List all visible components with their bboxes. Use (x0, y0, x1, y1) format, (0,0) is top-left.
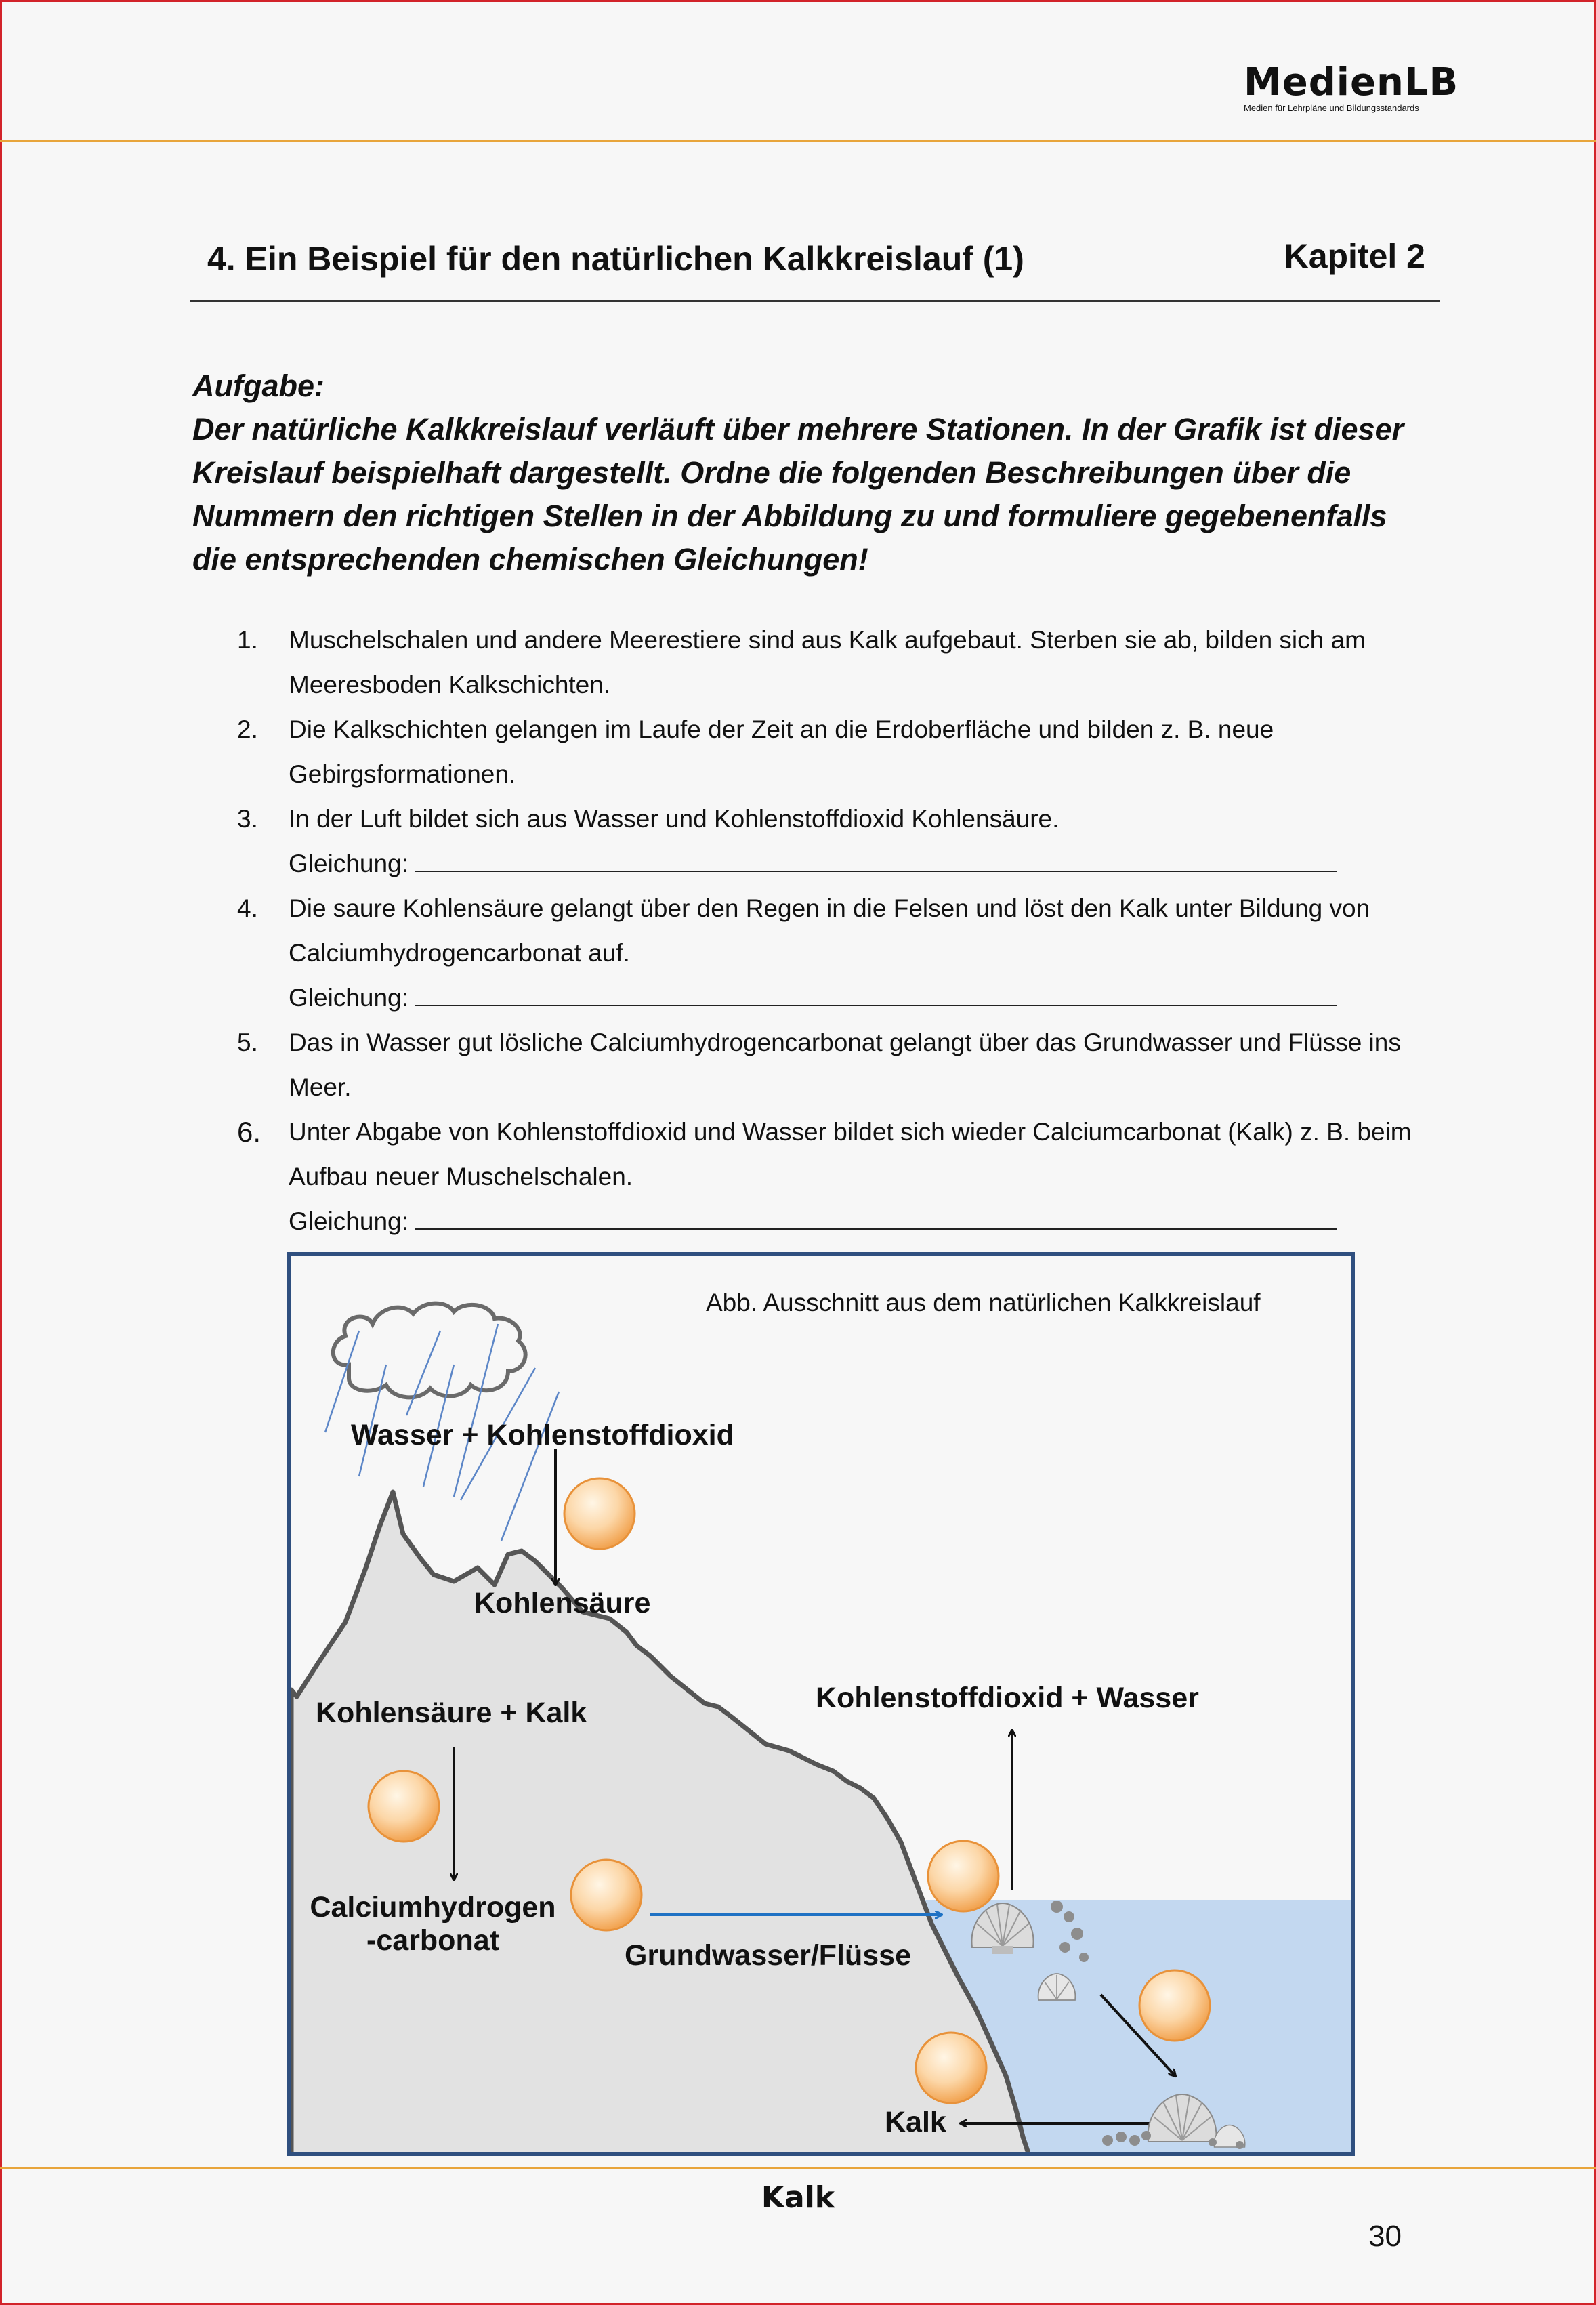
answer-bubble-4 (369, 1771, 439, 1842)
item-text: Muschelschalen und andere Meerestiere sind aus Kalk aufgebaut. Sterben sie ab, bilden sich am Meeresboden Kalkschichten. (289, 626, 1366, 699)
label-lime: Kalk (885, 2106, 946, 2138)
item-number: 1. (237, 626, 258, 654)
label-water-co2: Wasser + Kohlenstoffdioxid (351, 1419, 734, 1451)
logo-subtitle: Medien für Lehrpläne und Bildungsstandards (1244, 103, 1419, 113)
label-hydrogencarbonate-line1: Calciumhydrogen (310, 1891, 556, 1924)
item-number: 3. (237, 805, 258, 833)
label-co2-water: Kohlenstoffdioxid + Wasser (816, 1682, 1199, 1714)
equation-label: Gleichung: (289, 984, 408, 1012)
footer-title: Kalk (761, 2180, 835, 2215)
equation-blank[interactable] (415, 845, 1337, 872)
label-hydrogencarbonate (308, 1891, 558, 1957)
title-row (190, 220, 1440, 302)
answer-bubble-3 (564, 1478, 635, 1549)
list-item (237, 797, 1423, 886)
item-text: Unter Abgabe von Kohlenstoffdioxid und Wasser bildet sich wieder Calciumcarbonat (Kalk) z. B. beim Aufbau neuer Muschelschalen. (289, 1118, 1412, 1190)
chapter-label: Kapitel 2 (1284, 237, 1425, 275)
footer-rule (0, 2167, 1596, 2169)
equation-label: Gleichung: (289, 850, 408, 877)
equation-row (289, 976, 1423, 1020)
list-item (237, 886, 1423, 1020)
equation-row (289, 1199, 1423, 1244)
cloud-icon (333, 1304, 526, 1398)
answer-bubble-5 (571, 1860, 642, 1930)
list-item (237, 1110, 1423, 1244)
answer-bubble-2 (916, 2033, 986, 2103)
item-text: In der Luft bildet sich aus Wasser und Kohlenstoffdioxid Kohlensäure. (289, 805, 1059, 833)
item-number: 5. (237, 1029, 258, 1056)
task-block (192, 365, 1412, 581)
equation-blank[interactable] (415, 979, 1337, 1006)
task-heading: Aufgabe: (192, 369, 324, 403)
answer-bubble-1 (1139, 1970, 1210, 2041)
label-acid-lime: Kohlensäure + Kalk (316, 1697, 587, 1729)
label-carbonic-acid: Kohlensäure (474, 1587, 651, 1619)
medienlb-logo (1244, 62, 1461, 113)
item-number: 2. (237, 715, 258, 743)
item-text: Die saure Kohlensäure gelangt über den Regen in die Felsen und löst den Kalk unter Bildung von Calciumhydrogencarbonat auf. (289, 894, 1370, 967)
equation-blank[interactable] (415, 1203, 1337, 1230)
item-text: Das in Wasser gut lösliche Calciumhydrogencarbonat gelangt über das Grundwasser und Flüsse ins Meer. (289, 1029, 1401, 1101)
label-groundwater: Grundwasser/Flüsse (625, 1939, 911, 1972)
task-text: Der natürliche Kalkkreislauf verläuft über mehrere Stationen. In der Grafik ist dieser Kreislauf beispielhaft dargestellt. Ordne die folgenden Beschreibungen über die Nummern den richtigen Stellen in der Abbildung zu und formuliere gegebenenfalls die entsprechenden chemischen Gleichungen! (192, 412, 1404, 577)
figure-caption: Abb. Ausschnitt aus dem natürlichen Kalkkreislauf (706, 1289, 1261, 1316)
equation-label: Gleichung: (289, 1207, 408, 1235)
description-list (237, 618, 1423, 1244)
item-text: Die Kalkschichten gelangen im Laufe der Zeit an die Erdoberfläche und bilden z. B. neue Gebirgsformationen. (289, 715, 1274, 788)
page-title: 4. Ein Beispiel für den natürlichen Kalkkreislauf (1) (207, 240, 1024, 278)
list-item (237, 1020, 1423, 1110)
item-number: 6. (237, 1116, 261, 1148)
page-number: 30 (1368, 2220, 1402, 2253)
answer-bubble-6 (928, 1841, 999, 1911)
logo-text: MedienLB (1244, 60, 1459, 104)
item-number: 4. (237, 894, 258, 922)
lime-cycle-figure (287, 1252, 1355, 2156)
label-hydrogencarbonate-line2: -carbonat (366, 1924, 499, 1957)
list-item (237, 618, 1423, 707)
list-item (237, 707, 1423, 797)
equation-row (289, 842, 1423, 886)
header-rule (0, 140, 1596, 142)
